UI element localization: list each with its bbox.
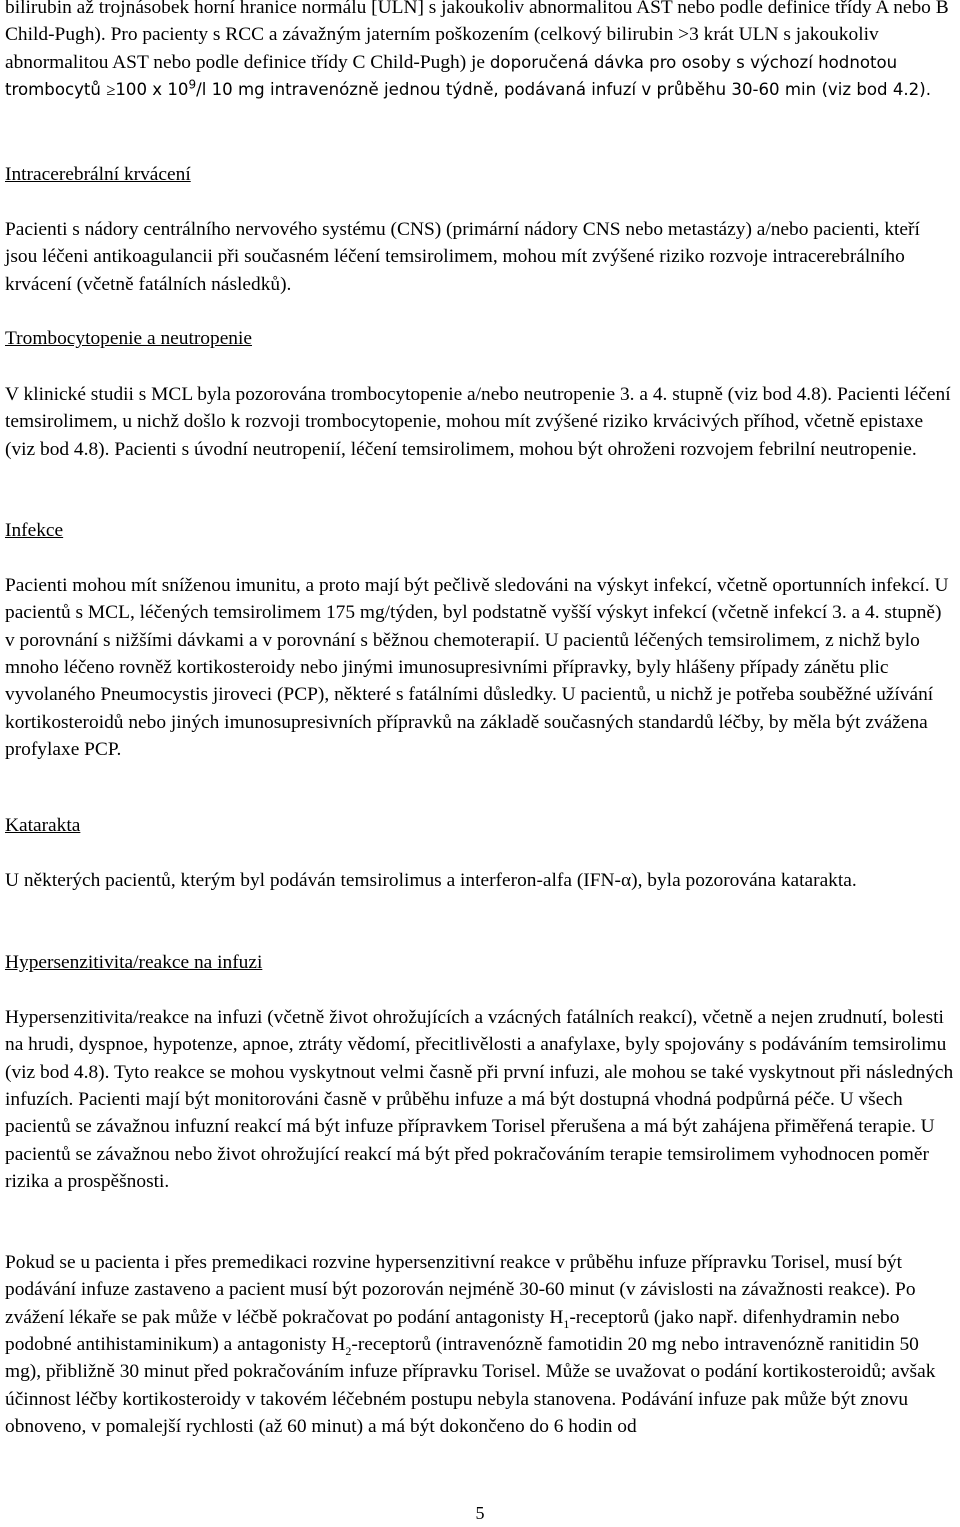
paragraph-intracerebral-bleeding: Pacienti s nádory centrálního nervového systému (CNS) (primární nádory CNS nebo metastázy) a/nebo pacienti, kteří jsou léčeni antikoagulancii při současném léčení temsirolimem, mohou mít zvýšené riziko rozvoje intracerebrálního krvácení (včetně fatálních následků). <box>5 219 920 295</box>
dose-text: doporučená dávka pro osoby s výchozí hodnotou trombocytů <box>5 52 898 100</box>
exponent-9: 9 <box>188 77 197 92</box>
intro-paragraph <box>5 0 955 103</box>
paragraph-cataract: U některých pacientů, kterým byl podáván temsirolimus a interferon-alfa (IFN-α), byla pozorována katarakta. <box>5 870 857 891</box>
premedication-text-a: Pokud se u pacienta i přes premedikaci rozvine hypersenzitivní reakce v průběhu infuze přípravku Torisel, musí být podávání infuze zastaveno a pacient musí být pozorován nejméně 30-60 minut (v závislosti na závažnosti reakce). Po zvážení lékaře se pak může v léčbě pokračovat po podání antagonisty H <box>5 1252 916 1328</box>
heading-hypersensitivity: Hypersenzitivita/reakce na infuzi <box>5 952 263 973</box>
paragraph-premedication <box>5 1249 955 1440</box>
paragraph-hypersensitivity: Hypersenzitivita/reakce na infuzi (včetně život ohrožujících a vzácných fatálních reakcí), včetně a nejen zrudnutí, bolesti na hrudi, dyspnoe, hypotenze, apnoe, ztráty vědomí, přecitlivělosti a anafylaxe, byly spojovány s podáváním temsirolimu (viz bod 4.8). Tyto reakce se mohou vyskytnout velmi časně při první infuzi, ale mohou se také vyskytnout při následných infuzích. Pacienti mají být monitorováni časně v průběhu infuze a má být dostupná vhodná podpůrná péče. U všech pacientů se závažnou infuzní reakcí má být infuze přípravkem Torisel přerušena a má být zahájena přiměřená terapie. U pacientů se závažnou nebo život ohrožující reakcí má být před pokračováním terapie temsirolimem vyhodnocen poměr rizika a prospěšnosti. <box>5 1007 954 1193</box>
premedication-text-c: -receptorů (intravenózně famotidin 20 mg nebo intravenózně ranitidin 50 mg), přibližně 30 minut před pokračováním infuze přípravku Torisel. Může se uvažovat o podání kortikosteroidů; avšak účinnost léčby kortikosteroidy v takovém léčebném postupu nebyla stanovena. Podávání infuze pak může být znovu obnoveno, v pomalejší rychlosti (až 60 minut) a má být dokončeno do 6 hodin od <box>5 1334 936 1438</box>
heading-intracerebral-bleeding: Intracerebrální krvácení <box>5 164 191 185</box>
dose-text-end: /l 10 mg intravenózně jednou týdně, podávaná infuzí v průběhu 30-60 min (viz bod 4.2). <box>196 80 931 100</box>
geq-symbol: ≥ <box>106 80 116 100</box>
platelet-value: 100 x 10 <box>115 80 189 100</box>
heading-thrombocytopenia: Trombocytopenie a neutropenie <box>5 328 252 349</box>
premedication-text-b: -receptorů (jako např. difenhydramin nebo podobné antihistaminikum) a antagonisty H <box>5 1306 900 1356</box>
intro-text-serif: bilirubin až trojnásobek horní hranice normálu [ULN] s jakoukoliv abnormalitou AST nebo podle definice třídy A nebo B Child-Pugh). Pro pacienty s RCC a závažným jaterním poškozením (celkový bilirubin >3 krát ULN s jakoukoliv abnormalitou AST nebo podle definice třídy C Child-Pugh) je <box>5 0 949 73</box>
page-number: 5 <box>475 1503 485 1523</box>
paragraph-thrombocytopenia: V klinické studii s MCL byla pozorována trombocytopenie a/nebo neutropenie 3. a 4. stupně (viz bod 4.8). Pacienti léčení temsirolimem, u nichž došlo k rozvoji trombocytopenie, mohou mít zvýšené riziko krvácivých příhod, včetně epistaxe (viz bod 4.8). Pacienti s úvodní neutropenií, léčení temsirolimem, mohou být ohroženi rozvojem febrilní neutropenie. <box>5 384 951 460</box>
paragraph-infections: Pacienti mohou mít sníženou imunitu, a proto mají být pečlivě sledováni na výskyt infekcí, včetně oportunních infekcí. U pacientů s MCL, léčených temsirolimem 175 mg/týden, byl podstatně vyšší výskyt infekcí (včetně infekcí 3. a 4. stupně) v porovnání s nižšími dávkami a v porovnání s běžnou chemoterapií. U pacientů léčených temsirolimem, z nichž bylo mnoho léčeno rovněž kortikosteroidy nebo jinými imunosupresivními přípravky, byly hlášeny případy zánětu plic vyvolaného Pneumocystis jiroveci (PCP), některé s fatálními důsledky. U pacientů, u nichž je potřeba souběžné užívání kortikosteroidů nebo jiných imunosupresivních přípravků na základě současných standardů léčby, by měla být zvážena profylaxe PCP. <box>5 575 949 761</box>
subscript-1: 1 <box>563 1316 570 1331</box>
heading-infections: Infekce <box>5 520 64 541</box>
heading-cataract: Katarakta <box>5 815 81 836</box>
subscript-2: 2 <box>345 1343 352 1358</box>
